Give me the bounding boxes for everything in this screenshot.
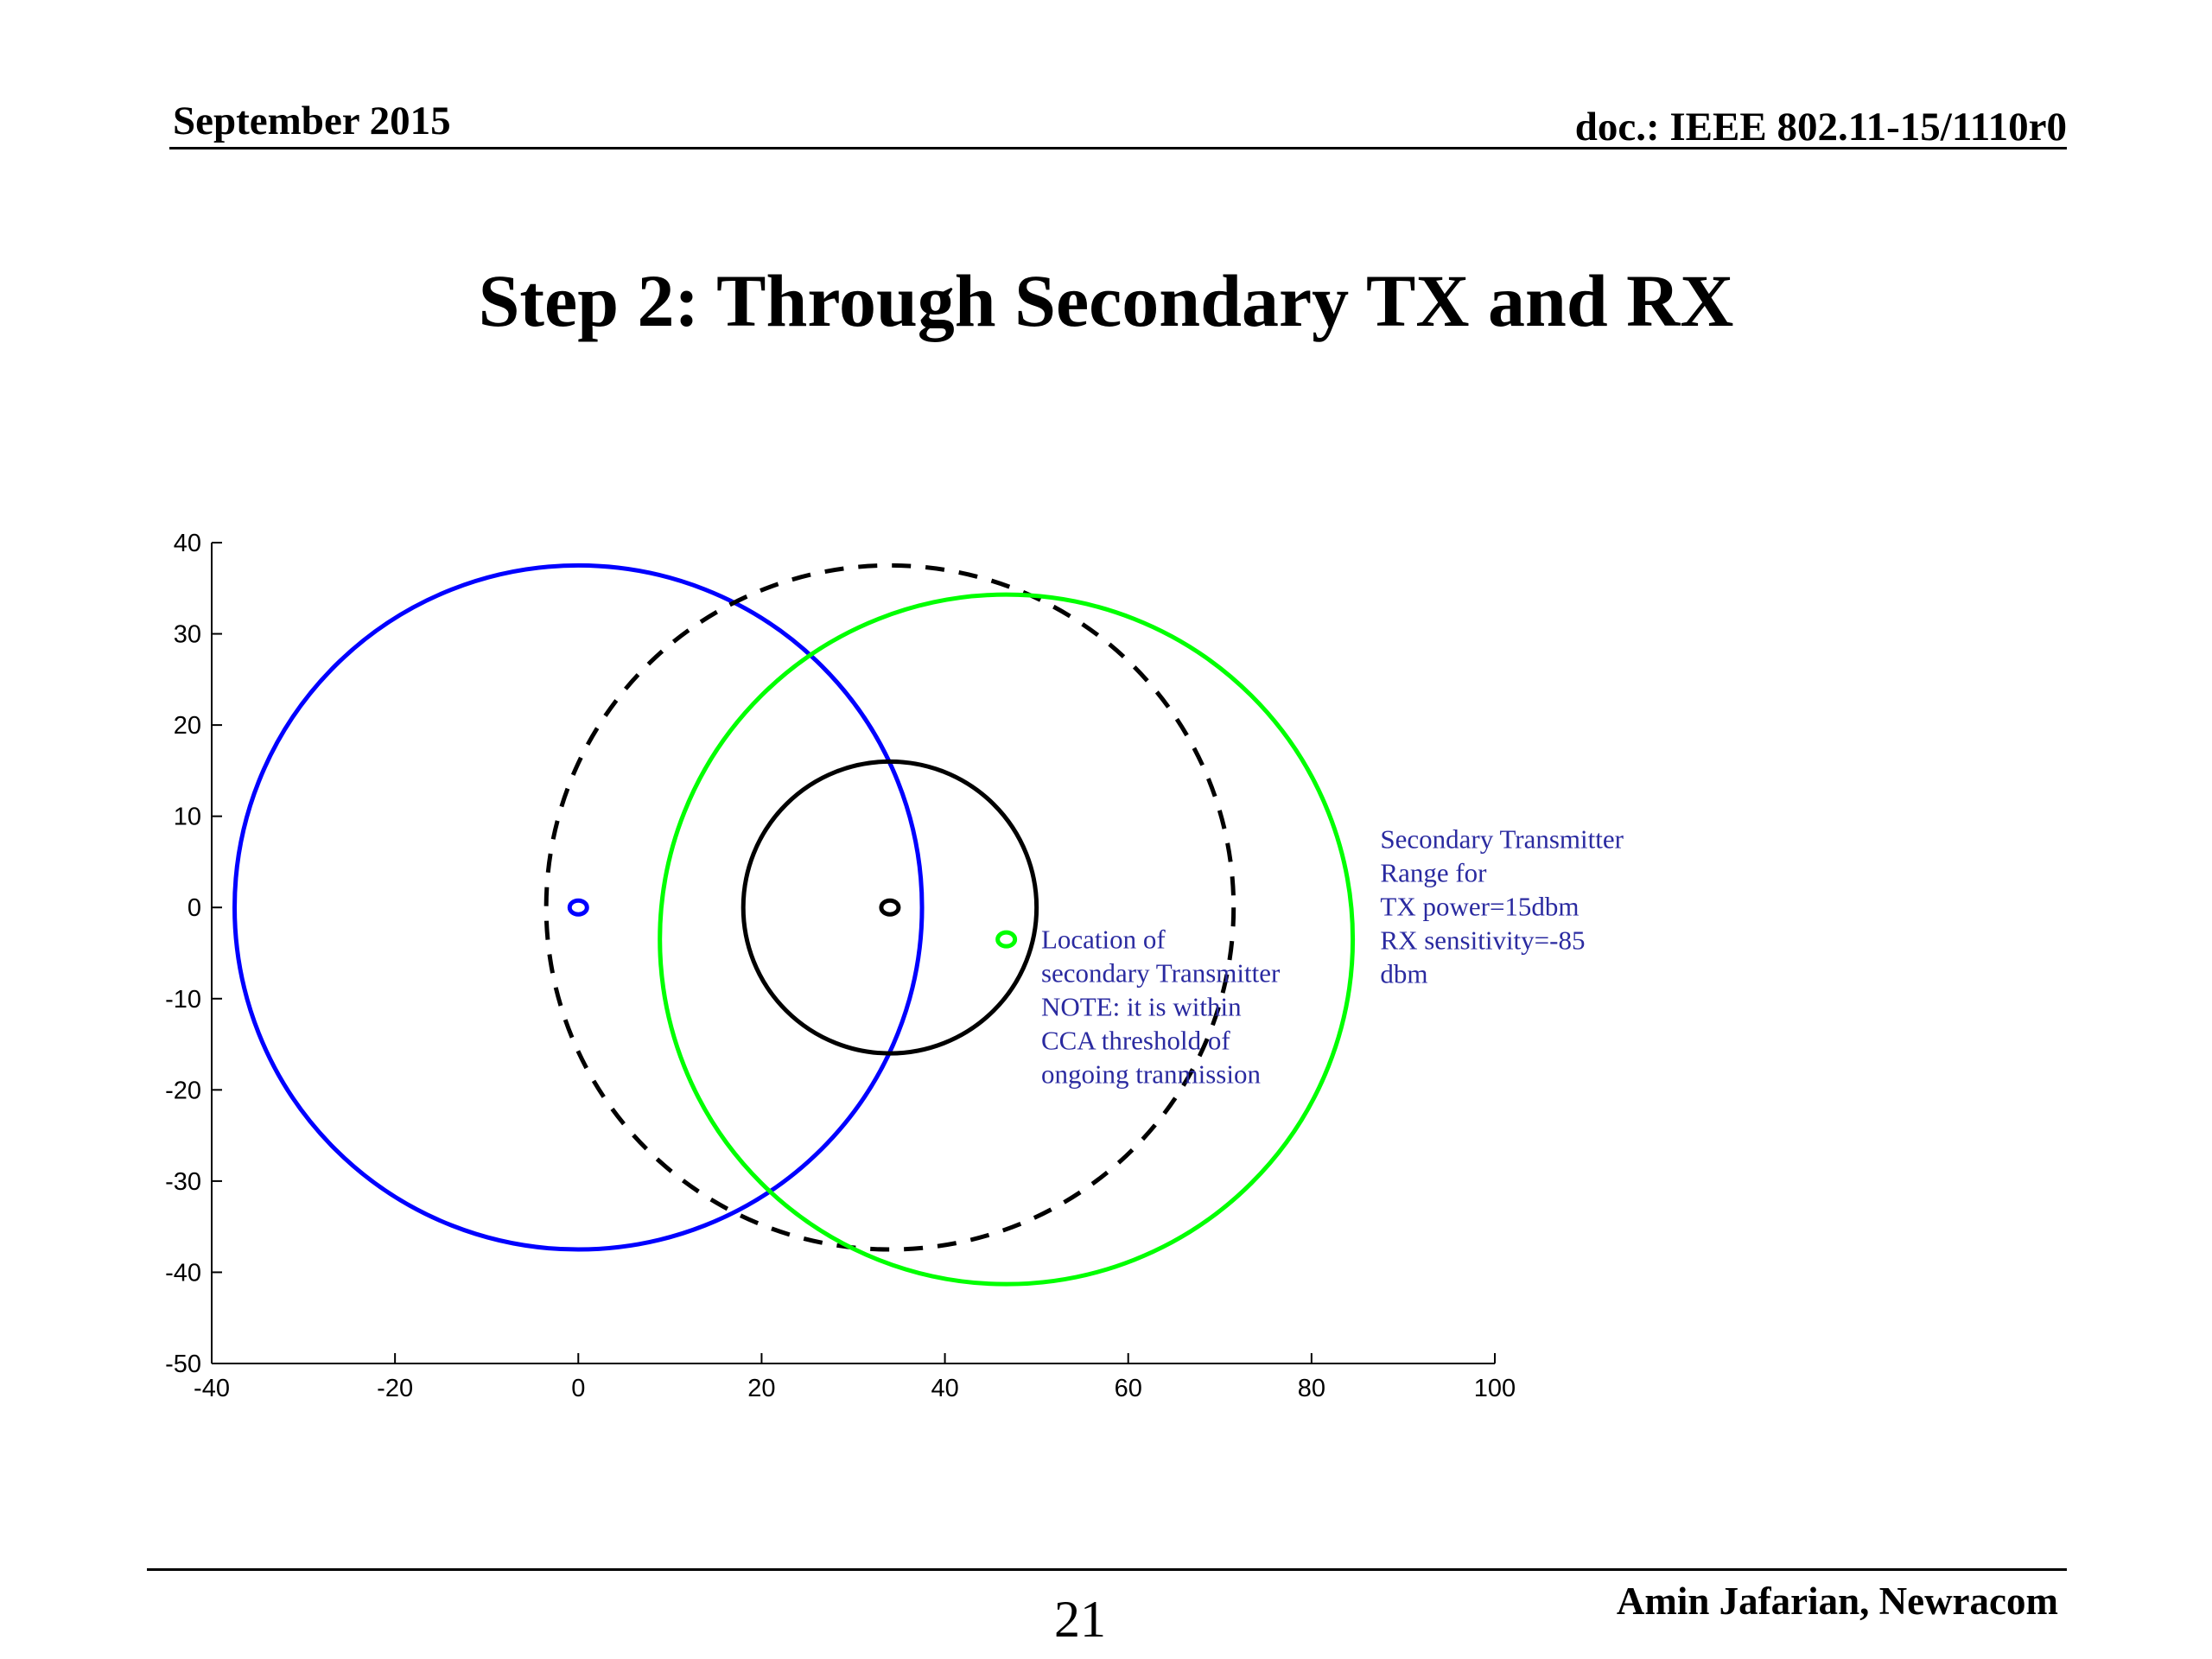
- y-tick-label: 10: [173, 803, 201, 831]
- annotation-line: Secondary Transmitter: [1380, 823, 1624, 855]
- annotation-line: ongoing tranmission: [1040, 1058, 1261, 1090]
- y-tick-label: -20: [165, 1077, 201, 1105]
- annotation-line: Location of: [1040, 924, 1166, 955]
- header-date: September 2015: [173, 99, 451, 143]
- footer-rule: [147, 1568, 2067, 1571]
- range-circles: [235, 565, 1353, 1284]
- dashed-range-circle: [546, 565, 1234, 1249]
- annotation-line: CCA threshold of: [1040, 1025, 1230, 1056]
- range-circle: [743, 761, 1036, 1053]
- footer-author: Amin Jafarian, Newracom: [1616, 1580, 2058, 1623]
- annotation-text: [1380, 824, 1624, 989]
- x-tick-label: -20: [377, 1375, 414, 1402]
- x-tick-label: -40: [194, 1375, 230, 1402]
- x-tick-label: 80: [1297, 1375, 1325, 1402]
- y-tick-label: 0: [187, 894, 201, 923]
- y-tick-label: 40: [173, 530, 201, 557]
- y-tick-label: -10: [165, 985, 201, 1014]
- slide-title: Step 2: Through Secondary TX and RX: [478, 259, 1734, 342]
- location-markers: [569, 900, 1014, 946]
- y-tick-label: -50: [165, 1351, 201, 1378]
- axes: [165, 530, 1516, 1402]
- y-tick-label: -30: [165, 1167, 201, 1196]
- annotation-line: Range for: [1380, 857, 1487, 888]
- annotation-line: TX power=15dbm: [1380, 891, 1580, 922]
- range-circle: [660, 594, 1353, 1284]
- page-number: 21: [1054, 1591, 1106, 1648]
- location-marker: [998, 932, 1015, 946]
- y-tick-label: 30: [173, 620, 201, 649]
- header-doc-id: doc.: IEEE 802.11-15/1110r0: [1574, 105, 2067, 149]
- annotation-line: dbm: [1380, 958, 1428, 989]
- location-marker: [881, 900, 899, 914]
- x-tick-label: 100: [1473, 1375, 1516, 1402]
- location-marker: [569, 900, 587, 914]
- x-tick-label: 20: [747, 1375, 776, 1402]
- y-tick-label: 20: [173, 712, 201, 741]
- x-tick-label: 0: [571, 1375, 586, 1402]
- range-circle: [235, 565, 923, 1249]
- annotation-line: RX sensitivity=-85: [1380, 925, 1586, 956]
- annotation-text: [1041, 925, 1281, 1090]
- x-tick-label: 40: [931, 1375, 959, 1402]
- annotation-line: NOTE: it is within: [1040, 991, 1242, 1022]
- y-tick-label: -40: [165, 1259, 201, 1287]
- x-tick-label: 60: [1114, 1375, 1142, 1402]
- annotation-line: secondary Transmitter: [1040, 957, 1281, 988]
